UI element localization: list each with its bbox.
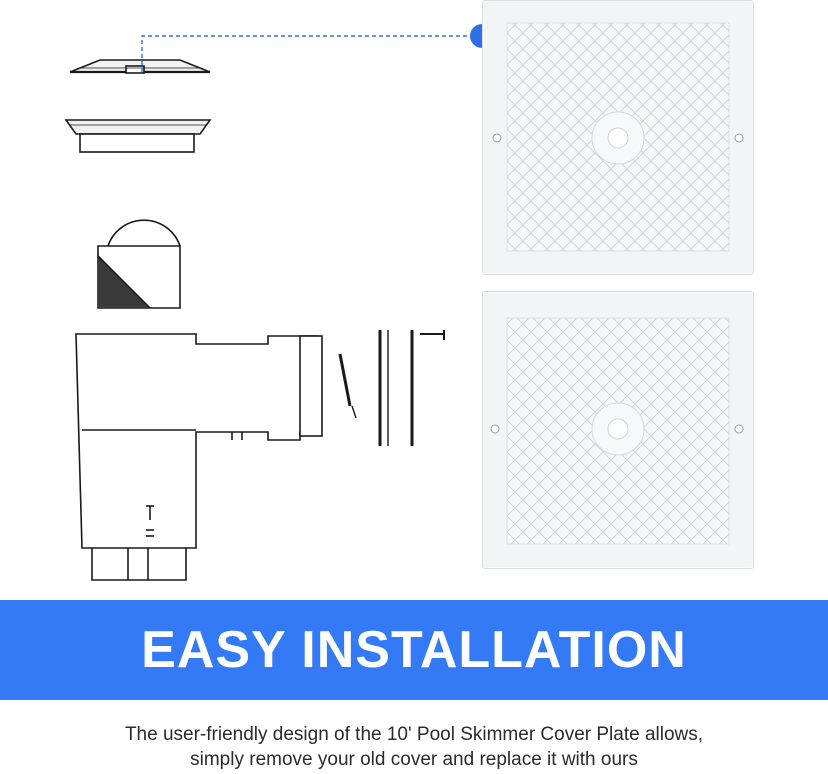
skimmer-body — [76, 334, 322, 580]
skimmer-collar — [66, 120, 210, 152]
skimmer-lid — [70, 60, 210, 73]
banner-title: EASY INSTALLATION — [141, 621, 687, 679]
skimmer-basket — [98, 220, 180, 308]
caption-line-2: simply remove your old cover and replace it with ours — [190, 749, 638, 770]
skimmer-exploded-diagram — [0, 0, 480, 600]
description-caption — [0, 722, 828, 772]
feature-banner — [0, 600, 828, 700]
cover-plate-top — [482, 0, 754, 275]
caption-line-1: The user-friendly design of the 10' Pool Skimmer Cover Plate allows, — [124, 724, 704, 745]
cover-plate-bottom — [482, 291, 754, 569]
skimmer-small-parts — [340, 330, 444, 446]
